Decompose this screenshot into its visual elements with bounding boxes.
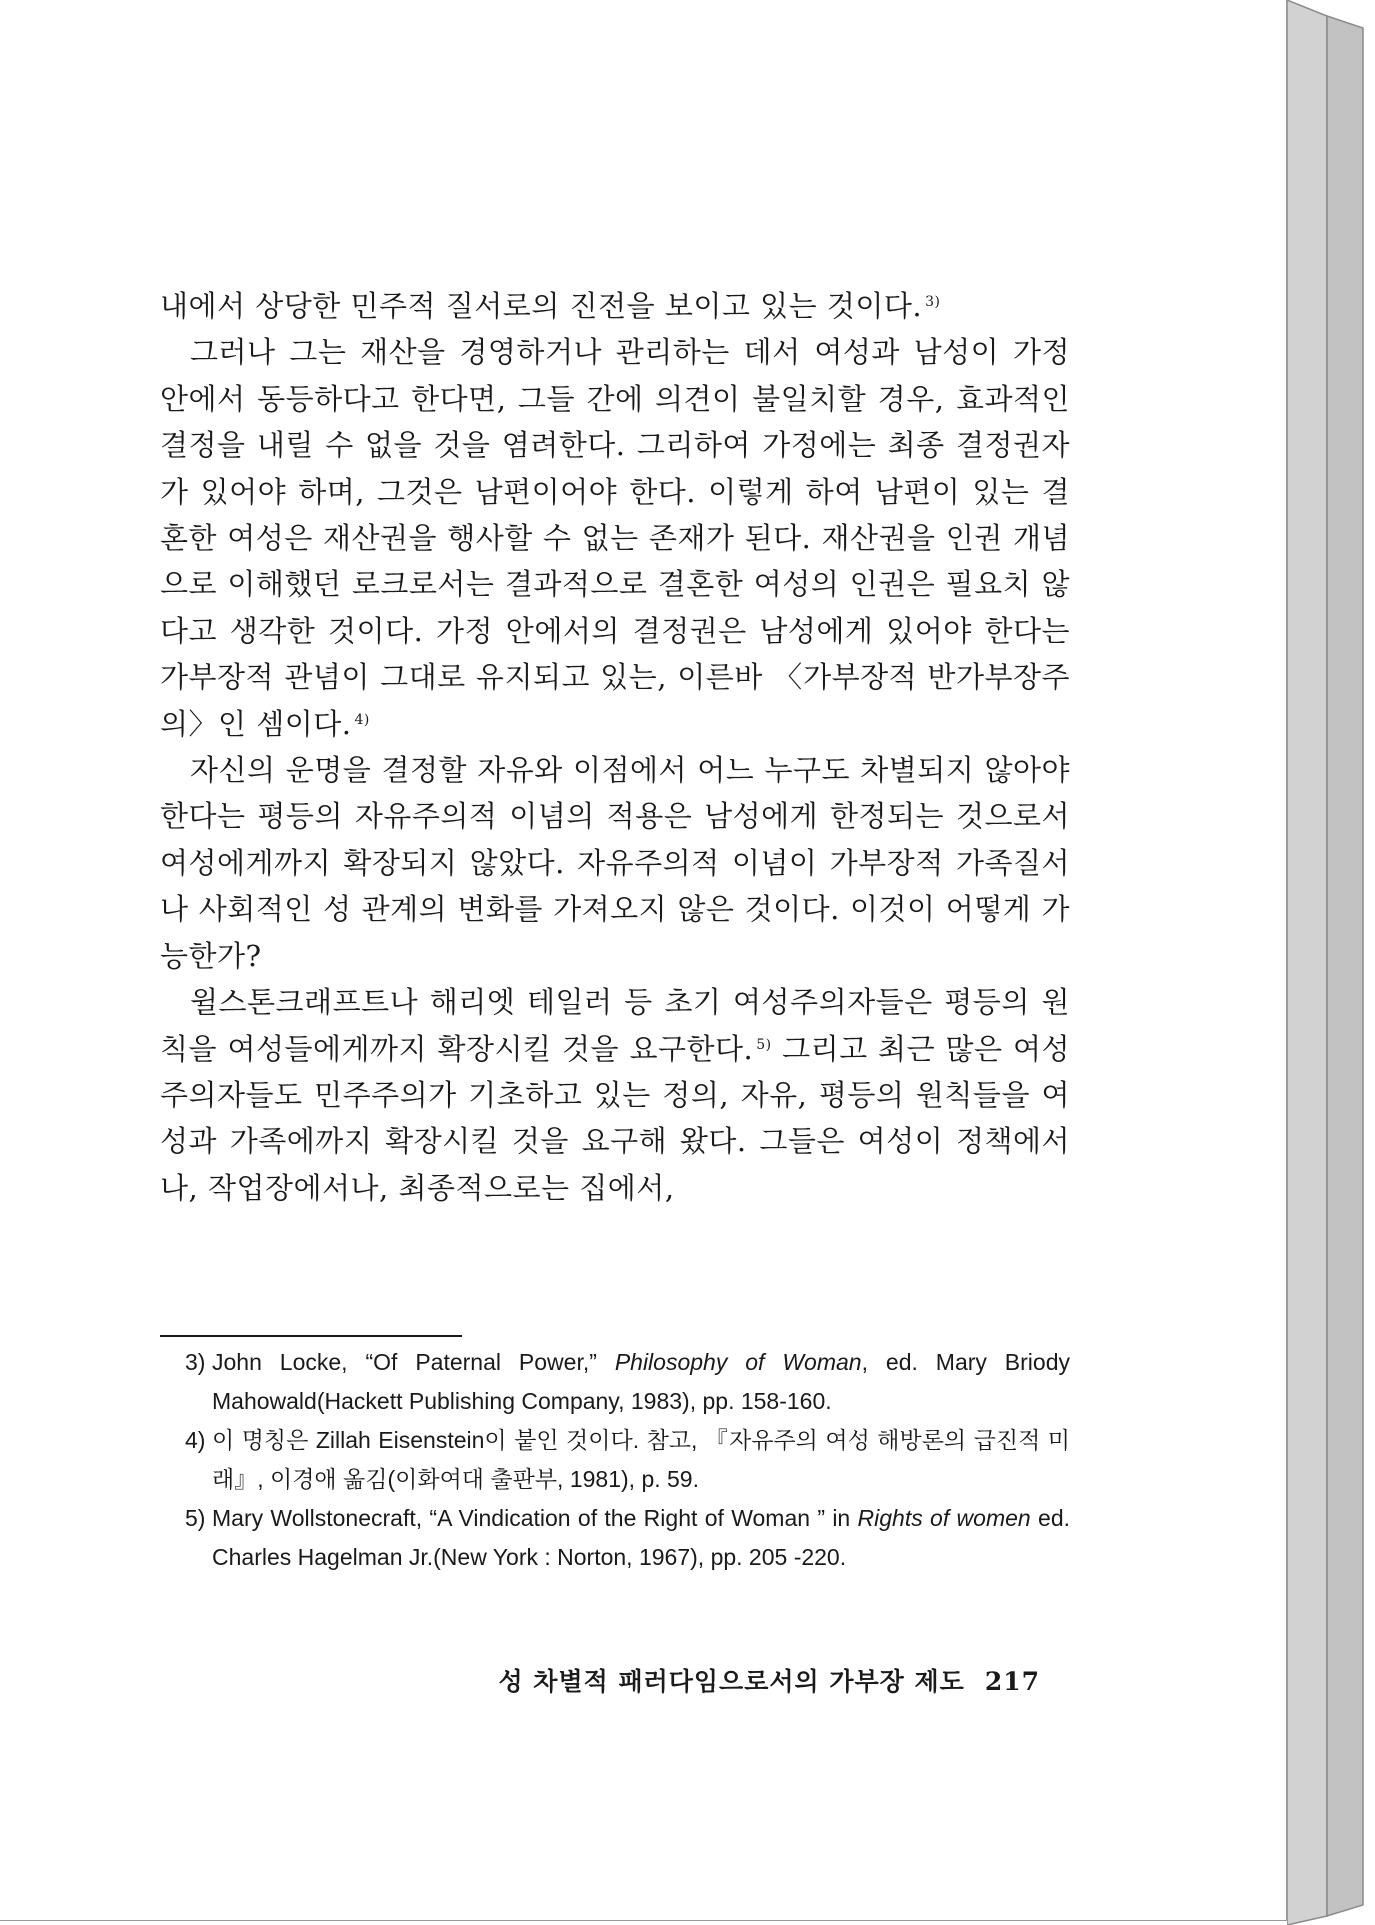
- footnote-text: , ed. Mary Briody Mahowald(Hackett Publishing Company, 1983), pp. 158-160.: [212, 1349, 1071, 1414]
- running-footer: [480, 1662, 1040, 1698]
- paragraph-2: [160, 329, 1070, 747]
- paragraph-1: [160, 283, 1070, 329]
- footnotes: [160, 1343, 1070, 1577]
- page-number: 217: [984, 1667, 1040, 1696]
- footnote-book-title: Rights of women: [857, 1505, 1031, 1531]
- footnote-text: 이 명칭은 Zillah Eisenstein이 붙인 것이다. 참고, 『자유주의 여성 해방론의 급진적 미래』, 이경애 옮김(이화여대 출판부, 1981), p. 59.: [212, 1427, 1070, 1492]
- footnote-ref-3: 3): [925, 294, 941, 310]
- footnote-divider: [160, 1335, 462, 1337]
- footnote-book-title: Philosophy of Woman: [614, 1349, 862, 1375]
- paragraph-1-text: 내에서 상당한 민주적 질서로의 진전을 보이고 있는 것이다.: [160, 289, 923, 323]
- paragraph-3: [160, 747, 1070, 979]
- footnote-4: [160, 1421, 1070, 1498]
- paragraph-3-text: 자신의 운명을 결정할 자유와 이점에서 어느 누구도 차별되지 않아야 한다는 평등의 자유주의적 이념의 적용은 남성에게 한정되는 것으로서 여성에게까지 확장되지 않았다. 자유주의적 이념이 가부장적 가족질서나 사회적인 성 관계의 변화를 가져오지 않은 것이다. 이것이 어떻게 가능한가?: [160, 753, 1070, 973]
- running-title: 성 차별적 패러다임으로서의 가부장 제도: [498, 1667, 965, 1696]
- footnote-text: ed. Charles Hagelman Jr.(New York : Norton, 1967), pp. 205 -220.: [212, 1505, 1071, 1570]
- footnote-number: 3): [185, 1349, 206, 1375]
- footnote-text: John Locke, “Of Paternal Power,”: [212, 1349, 597, 1375]
- paragraph-4-text-a: 윌스톤크래프트나 해리엣 테일러 등 초기 여성주의자들은 평등의 원칙을 여성들에게까지 확장시킬 것을 요구한다.: [160, 985, 1070, 1066]
- footnote-3: [160, 1343, 1070, 1420]
- footnote-5: [160, 1499, 1070, 1576]
- footnote-number: 5): [185, 1505, 206, 1531]
- page-stack-edge: [1287, 0, 1375, 1925]
- footnote-text: Mary Wollstonecraft, “A Vindication of the Right of Woman ” in: [212, 1505, 851, 1531]
- paragraph-4-text-b: 그리고 최근 많은 여성주의자들도 민주주의가 기초하고 있는 정의, 자유, 평등의 원칙들을 여성과 가족에까지 확장시킬 것을 요구해 왔다. 그들은 여성이 정책에서나, 작업장에서나, 최종적으로는 집에서,: [160, 1031, 1071, 1205]
- footnote-ref-4: 4): [354, 711, 370, 728]
- paragraph-4: [160, 979, 1070, 1211]
- paragraph-2-text: 그러나 그는 재산을 경영하거나 관리하는 데서 여성과 남성이 가정 안에서 동등하다고 한다면, 그들 간에 의견이 불일치할 경우, 효과적인 결정을 내릴 수 없을 것을 염려한다. 그리하여 가정에는 최종 결정권자가 있어야 하며, 그것은 남편이어야 한다. 이렇게 하여 남편이 있는 결혼한 여성은 재산권을 행사할 수 없는 존재가 된다. 재산권을 인권 개념으로 이해했던 로크로서는 결과적으로 결혼한 여성의 인권은 필요치 않다고 생각한 것이다. 가정 안에서의 결정권은 남성에게 있어야 한다는 가부장적 관념이 그대로 유지되고 있는, 이른바 〈가부장적 반가부장주의〉인 셈이다.: [160, 335, 1070, 741]
- footnote-number: 4): [185, 1427, 206, 1453]
- footnote-ref-5: 5): [756, 1036, 772, 1053]
- body-text: [160, 283, 1070, 1211]
